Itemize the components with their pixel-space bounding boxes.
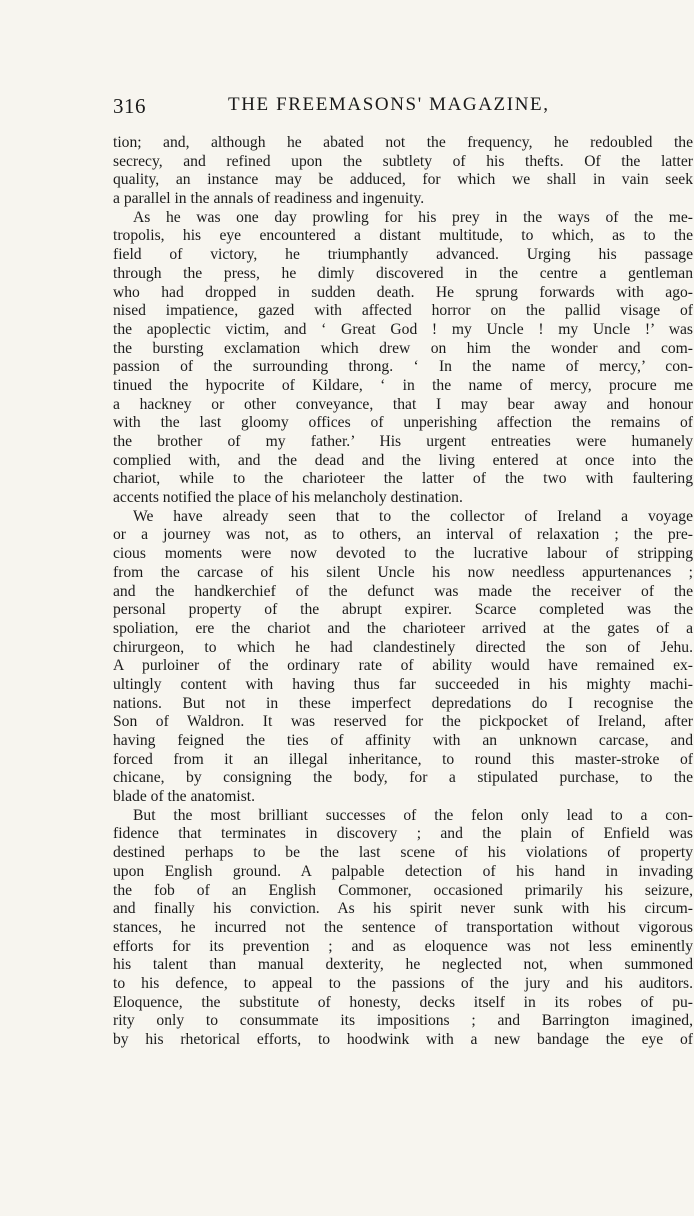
running-title: THE FREEMASONS' MAGAZINE,: [228, 94, 550, 115]
text-line: having feigned the ties of affinity with an unknown carcase, and: [113, 732, 693, 749]
text-line: the brother of my father.’ His urgent entreaties were humanely: [113, 433, 693, 450]
text-line: by his rhetorical efforts, to hoodwink with a new bandage the eye of: [113, 1031, 693, 1048]
text-line: from the carcase of his silent Uncle his now needless appurtenances ;: [113, 563, 693, 581]
text-line: his talent than manual dexterity, he neglected not, when summoned: [113, 956, 693, 974]
text-line: personal property of the abrupt expirer. Scarce completed was the: [113, 601, 693, 619]
text-line: secrecy, and refined upon the subtlety of his thefts. Of the latter: [113, 152, 693, 170]
text-line: forced from it an illegal inheritance, to round this master-stroke of: [113, 750, 693, 768]
paragraph: [113, 134, 693, 209]
text-line: the fob of an English Commoner, occasioned primarily his seizure,: [113, 881, 693, 899]
text-line: or a journey was not, as to others, an interval of relaxation ; the pre-: [113, 526, 693, 544]
text-line: efforts for its prevention ; and as eloquence was not less eminently: [113, 937, 693, 955]
text-line: cious moments were now devoted to the lucrative labour of stripping: [113, 545, 693, 563]
text-line: Eloquence, the substitute of honesty, decks itself in its robes of pu-: [113, 993, 693, 1011]
text-line: blade of the anatomist.: [113, 788, 256, 806]
text-line: a hackney or other conveyance, that I may bear away and honour: [113, 395, 693, 413]
text-line: accents notified the place of his melancholy destination.: [113, 489, 463, 507]
body-text: [113, 134, 693, 1050]
page-header: [113, 92, 673, 122]
text-line: tinued the hypocrite of Kildare, ‘ in the name of mercy, procure me: [113, 376, 693, 394]
text-line: spoliation, ere the chariot and the charioteer arrived at the gates of a: [113, 619, 693, 637]
text-line: with the last gloomy offices of unperishing affection the remains of: [113, 414, 693, 432]
text-line: stances, he incurred not the sentence of transportation without vigorous: [113, 918, 693, 936]
text-line: field of victory, he triumphantly advanced. Urging his passage: [113, 246, 693, 264]
paragraph: [113, 209, 693, 508]
text-line: chicane, by consigning the body, for a stipulated purchase, to the: [113, 769, 693, 787]
text-line: complied with, and the dead and the living entered at once into the: [113, 451, 693, 469]
text-line: chirurgeon, to which he had clandestinely directed the son of Jehu.: [113, 638, 693, 656]
text-line: rity only to consummate its impositions ; and Barrington imagined,: [113, 1012, 693, 1030]
text-line: chariot, while to the charioteer the latter of the two with faultering: [113, 470, 693, 488]
page-number: 316: [113, 94, 146, 118]
text-line: passion of the surrounding throng. ‘ In the name of mercy,’ con-: [113, 358, 693, 376]
text-line: Son of Waldron. It was reserved for the pickpocket of Ireland, after: [113, 713, 693, 731]
text-line: But the most brilliant successes of the felon only lead to a con-: [133, 806, 693, 824]
text-line: A purloiner of the ordinary rate of ability would have remained ex-: [113, 657, 693, 675]
text-line: destined perhaps to be the last scene of his violations of property: [113, 844, 693, 862]
text-line: a parallel in the annals of readiness and ingenuity.: [113, 190, 425, 208]
text-line: and finally his conviction. As his spirit never sunk with his circum-: [113, 900, 693, 918]
paragraph: [113, 508, 693, 807]
text-line: ultingly content with having thus far succeeded in his mighty machi-: [113, 675, 693, 693]
text-line: tropolis, his eye encountered a distant multitude, to which, as to the: [113, 227, 693, 245]
text-line: to his defence, to appeal to the passions of the jury and his auditors.: [113, 974, 693, 992]
text-line: nations. But not in these imperfect depredations do I recognise the: [113, 694, 693, 712]
text-line: upon English ground. A palpable detection of his hand in invading: [113, 862, 693, 880]
text-line: We have already seen that to the collector of Ireland a voyage: [133, 507, 693, 525]
text-line: tion; and, although he abated not the frequency, he redoubled the: [113, 134, 693, 151]
text-line: quality, an instance may be adduced, for which we shall in vain seek: [113, 171, 693, 189]
text-line: and the handkerchief of the defunct was made the receiver of the: [113, 582, 693, 600]
text-line: nised impatience, gazed with affected horror on the pallid visage of: [113, 302, 693, 320]
text-line: As he was one day prowling for his prey in the ways of the me-: [133, 208, 693, 226]
text-line: the bursting exclamation which drew on him the wonder and com-: [113, 339, 693, 357]
text-line: through the press, he dimly discovered in the centre a gentleman: [113, 264, 693, 282]
text-line: the apoplectic victim, and ‘ Great God ! my Uncle ! my Uncle !’ was: [113, 320, 693, 338]
text-line: who had dropped in sudden death. He sprung forwards with ago-: [113, 283, 693, 301]
text-line: fidence that terminates in discovery ; and the plain of Enfield was: [113, 825, 693, 843]
paragraph: [113, 807, 693, 1050]
